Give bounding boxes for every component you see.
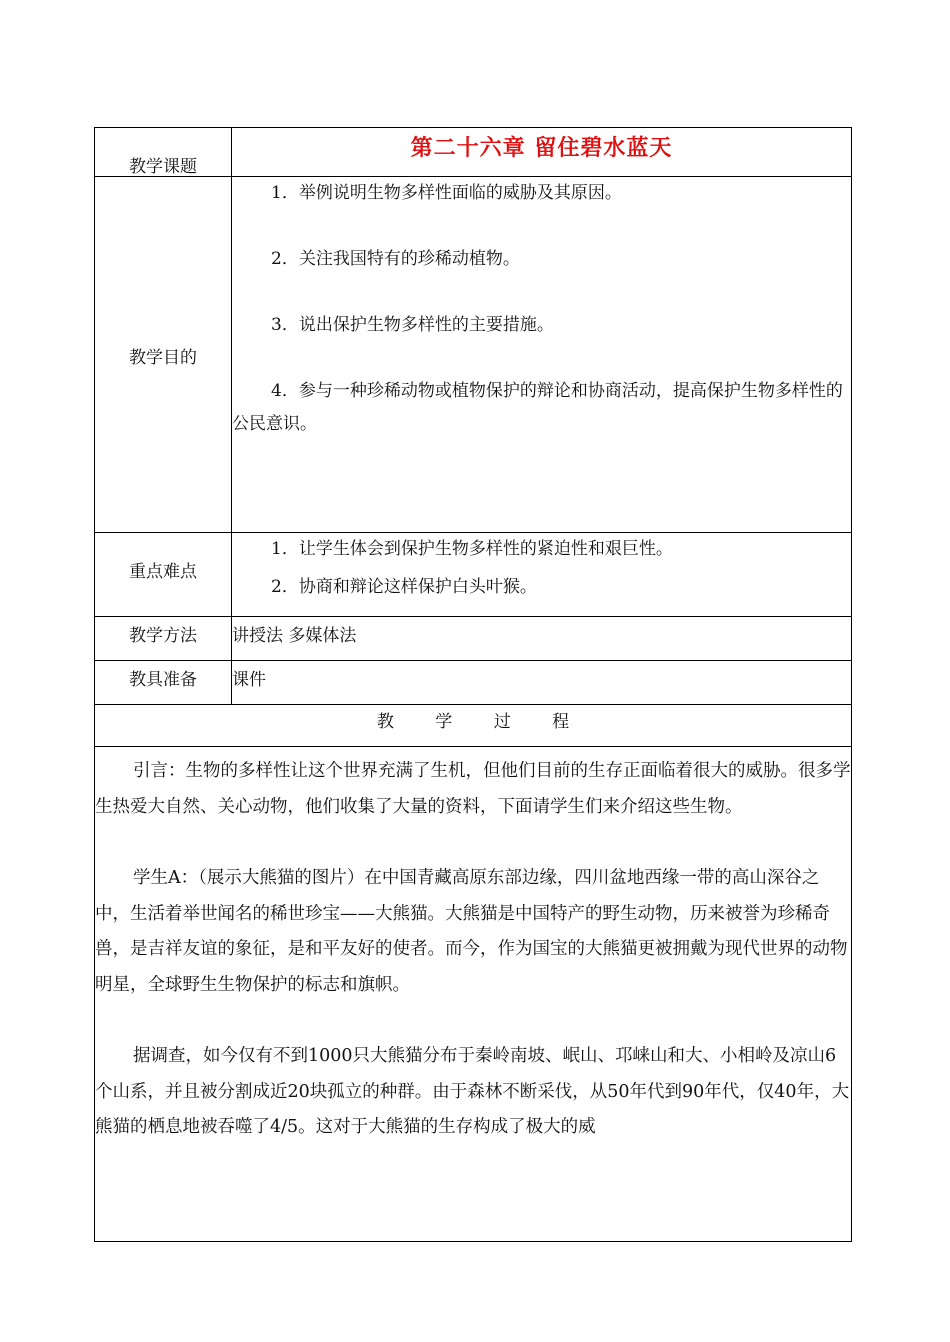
method-value: 讲授法 多媒体法 [232, 617, 852, 661]
process-heading-row [95, 705, 852, 747]
method-label-cell [95, 617, 232, 661]
process-paragraph: 学生A：（展示大熊猫的图片）在中国青藏高原东部边缘，四川盆地西缘一带的高山深谷之中，生活着举世闻名的稀世珍宝——大熊猫。大熊猫是中国特产的野生动物，历来被誉为珍稀奇兽，是吉祥友谊的象征，是和平友好的使者。而今，作为国宝的大熊猫更被拥戴为现代世界的动物明星，全球野生生物保护的标志和旗帜。 [95, 868, 848, 995]
process-body-row [95, 747, 852, 1242]
process-heading [95, 705, 852, 747]
topic-label: 教学课题 [129, 157, 197, 177]
process-heading-char: 程 [552, 712, 570, 732]
topic-title-cell [232, 128, 852, 177]
process-heading-char: 教 [376, 712, 394, 732]
objective-item: 2．关注我国特有的珍稀动植物。 [271, 249, 520, 269]
process-paragraph: 引言：生物的多样性让这个世界充满了生机，但他们目前的生存正面临着很大的威胁。很多学生热爱大自然、关心动物，他们收集了大量的资料，下面请学生们来介绍这些生物。 [95, 761, 851, 817]
process-body [95, 747, 852, 1242]
topic-label-cell [95, 128, 232, 177]
objectives-row [95, 177, 852, 533]
lesson-title: 第二十六章 留住碧水蓝天 [410, 135, 673, 161]
tools-row [95, 661, 852, 705]
key-points-row [95, 533, 852, 617]
key-point-item: 1．让学生体会到保护生物多样性的紧迫性和艰巨性。 [271, 539, 673, 559]
objectives-cell [232, 177, 852, 533]
lesson-plan-table [94, 127, 852, 1242]
objective-item: 4．参与一种珍稀动物或植物保护的辩论和协商活动，提高保护生物多样性的公民意识。 [232, 381, 843, 434]
key-points-label-cell [95, 533, 232, 617]
tools-value: 课件 [232, 661, 852, 705]
topic-row [95, 128, 852, 177]
objectives-label-cell [95, 177, 232, 533]
objective-item: 1．举例说明生物多样性面临的威胁及其原因。 [271, 183, 622, 203]
process-paragraph: 据调查，如今仅有不到1000只大熊猫分布于秦岭南坡、岷山、邛崃山和大、小相岭及凉山6个山系，并且被分割成近20块孤立的种群。由于森林不断采伐，从50年代到90年代，仅40年，大熊猫的栖息地被吞噬了4/5。这对于大熊猫的生存构成了极大的威 [95, 1046, 850, 1137]
method-label: 教学方法 [129, 626, 197, 646]
key-point-item: 2．协商和辩论这样保护白头叶猴。 [271, 577, 537, 597]
key-points-cell [232, 533, 852, 617]
method-row [95, 617, 852, 661]
objective-item: 3．说出保护生物多样性的主要措施。 [271, 315, 554, 335]
process-heading-char: 过 [493, 712, 511, 732]
process-heading-char: 学 [435, 712, 453, 732]
tools-label: 教具准备 [129, 670, 197, 690]
key-points-label: 重点难点 [129, 562, 197, 582]
objectives-label: 教学目的 [129, 348, 197, 368]
tools-label-cell [95, 661, 232, 705]
